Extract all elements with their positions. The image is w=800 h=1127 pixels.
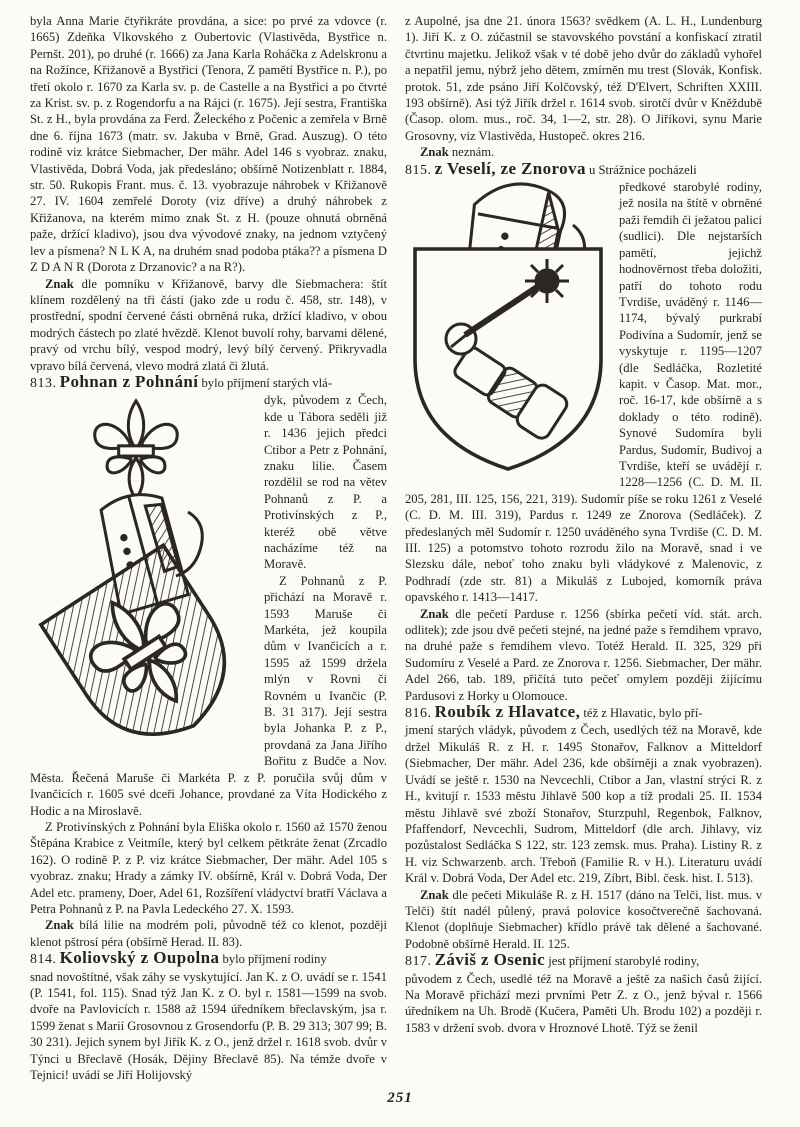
left-column [30,13,387,1083]
family-name-title: Roubík z Hlavatce, [434,702,581,722]
paragraph: Z Pohnanů z P. přichází na Moravě r. 1593 Maruše či Markéta, jež koupila dům v Ivančicích a r. 1595 až 1599 držela mlýn v Rovni či Rovném u Ivančic (P. B. 31 317). Její sestra byla Johanka P. z P., provdaná za Jana Jiřího Bořitu z Budče a Nov. Města. Řečená Maruše či Markéta P. z P. poručila svůj dům v Ivančicích r. 1605 své dceři Johance, provdané za Víta Hodického z Hodic a na Miroslavě. [30,573,387,818]
section-heading [405,952,762,970]
fleur-de-lis-crest [95,401,178,499]
paragraph: původem z Čech, usedlé též na Moravě a ještě za našich časů žijící. Na Moravě přichází mezi prvními Petr Z. z O., jenž býval r. 1566 úředníkem na Uh. Brodě (Kučera, Paměti Uh. Brodu 102) a později r. 1583 v držení svob. dvora v Hroznové Lhotě. Týž se ženil [405,971,762,1035]
znak-text: neznám. [448,145,495,160]
znak-label: Znak [420,606,449,621]
shield [415,249,601,469]
heading-lead-text: bylo příjmení starých vlá- [201,375,332,390]
section-heading [405,158,762,179]
znak-label: Znak [45,918,74,933]
section-number: 814. [30,952,57,968]
heading-lead-text: u Strážnice pocházeli [589,162,697,177]
paragraph: předkové starobylé rodiny, jež nosila na štítě v obrněné paži řemdih či ježatou palici (sudlici). Dle nejstarších pamětí, jejichž hodnověrnost třeba doložiti, patří do tohoto rodu Tvrdiše, uváděný r. 1146—1174, bývalý purkrabí Podivína a Sudomír, jenž se vyskytuje r. 1195—1207 (dle Sedláčka, Rozletité kapit. v Časop. Mat. mor., roč. 16-17, kde obšírně a s doklady o této rodině). Synové Sudomíra byli Pardus, Sudomír, Budivoj a Tvrdiše, kteří se uvádějí r. 1228—1256 (C. D. M. II. 205, 281, III. 125, 156, 221, 319). Sudomír píše se roku 1261 z Veselé (C. D. M. III. 319), Pardus r. 1249 ze Znorova (Sedláček). Z předeslaných měl Sudomír r. 1250 uváděného syna Tvrdiše (C. D. M. III. 125) a potomstvo tohoto rozrodu žilo na Moravě, snad i ve Slezsku dále, neboť toho znaku byli vládykové z Malenovic, z Podhradí (zde str. 81) a Mikuláš z Lubojed, komorník práva opavského r. 1413—1417. [405,180,762,605]
znak-text: dle pečetí Parduse r. 1256 (sbírka pečetí víd. stát. arch. odlitek); zde jsou dvě pečeti stejné, na jedné paže s řemdihem vpravo, na druhé paže s řemdihem vlevo. Totéž Herald. II. 325, 329 při Sudomíru z Veselé a Pard. ze Znorova r. 1256. Siebmacher, Der mähr. Adel 266, tab. 189, přičítá tuto pečeť omylem později žijícímu Pardusovi z Horky u Olomouce. [405,606,762,703]
section-number: 817. [405,954,432,970]
paragraph: dyk, původem z Čech, kde u Tábora seděli již r. 1436 jejich předci Ctibor a Petr z Pohnání, znaku lilie. Časem rozdělil se rod na větev Pohnanů z P. a Protivínských z P., kteréž obě větve nacházíme též na Moravě. [264,393,387,572]
page-number: 251 [387,1090,413,1106]
family-name-title: Koliovský z Oupolna [59,948,220,968]
coat-of-arms-pohnan-image [30,394,255,754]
section-number: 813. [30,375,57,391]
znak-paragraph [30,917,387,950]
armored-arm-mace-coat-of-arms-drawing [405,181,610,483]
section-813 [30,371,387,950]
znak-paragraph [405,887,762,953]
section-815 [405,158,762,704]
paragraph-continuation: byla Anna Marie čtyřikráte provdána, a sice: po prvé za vdovce (r. 1665) Zdeňka Vlkovského z Oubertovic (Vlastivěda, Bystřice n. Pernšt. 201), po druhé (r. 1666) za Jana Karla Roháčka z Adelskronu a na Rožínce, Křižanově a Bystřici (Tenora, Z pamětí Bystřice n. P.), po třetí okolo r. 1670 za Karla sv. p. de Castelle a na Bystřici a po čtvrté za Krist. sv. p. z Rogendorfu a na Rájci (r. 1675). Její sestra, Františka St. z H., byla provdána za Ferd. Želeckého z Počenic a zemřela v Brně dne 6. října 1673 (matr. sv. Jakuba v Brně, Grad. Auszug). O této rodině viz krátce Siebmacher, Der mähr. Adel 146 s vyobraz. znaku, Vlastivěda, Dobrá Voda, jak předesláno; obšírně Notizenblatt r. 1884, str. 50. Rukopis Frant. mus. č. 13. vyobrazuje náhrobek v Křižanově 27. IV. 1604 zemřelé Doroty (viz dříve) a druhý náhrobek z Křižanova, na kterém mimo znak St. z H. (pouze ohnutá obrněná paže, držící kladivo), jsou dva vývodové znaky, na jednom vztyčený lev a písmena? N L K A, na druhém snad podoba ptáka?? a písmena D Z D A N R (Dorota z Drzanovic? a na R?). [30,14,387,275]
section-814 [30,950,387,1083]
shield [41,546,255,755]
section-817 [405,952,762,1036]
paragraph: snad novoštítné, však záhy se vyskytující. Jan K. z O. uvádí se r. 1541 (P. 1541, fol. 115). Snad týž Jan K. z O. byl r. 1581—1599 na svob. dvoře na Pavlovicích r. 1588 až 1594 úředníkem břeclavským, jsa r. 1599 ženat s Marií Grosovnou z Grosendorfu (P. B. 29 313; 307 99; B. 30 231). Jejich synem byl Jiřík K. z O., jenž držel r. 1618 svob. dvůr v Týnci u Břeclavě (Hosák, Dějiny Břeclavě 85). Na témže dvoře v Tejnici! uvádí se Jiří Holijovský [30,969,387,1082]
znak-label: Znak [420,887,449,902]
section-heading [30,950,387,968]
section-number: 815. [405,162,432,178]
right-column [405,13,762,1083]
paragraph: jmení starých vládyk, původem z Čech, usedlých též na Moravě, kde držel Mikuláš R. z H. r. 1495 Stonařov, Falknov a Mitteldorf (Siebmacher, Der mähr. Adel 236, kde obšírněji a znak vyobrazen). Uvádí se ještě r. 1530 na Nevcechli, Ctibor a Jan, vlastní strýci R. z H., kvitují r. 1533 městu Jihlavě 500 kop a tíž prodali 25. II. 1534 městu Jihlavě své zboží Stonařov, Sturzpuhl, Regenbok, Falknov, Pfaffendorf, Nevcechli, Sudrom, Mitteldorf (dle arch. Jihlavy, viz pozůstalost Sedláčka S 122, str. 123 zemsk. mus. Praha). Listiny R. z H. viz Schwarzenb. arch. Třeboň (Familie R. v H.). Literaturu uvádí Král v. Dobrá Voda, Der Adel etc. 219, Zíbrt, Bibl. česk. hist. I. 513). [405,723,762,886]
znak-text: dle pečeti Mikuláše R. z H. 1517 (dáno na Telči, list. mus. v Telči) štít nadél půlený, pravá polovice kosočtverečně šachovaná. Klenot (doplňuje Siebmacher) křídlo právě tak dělené a šachované. Podobně obšírně Herald. II. 125. [405,887,762,951]
paragraph-continuation: z Aupolné, jsa dne 21. února 1563? svědkem (A. L. H., Lundenburg 1). Jiří K. z O. zúčastnil se stavovského povstání a konfiskací ztratil čtvrtinu majetku. Jelikož však v té době jeho dvůr do základů vyhořel a nepatřil jemu, nýbrž jeho dětem, zmírněn mu trest (Slovák, Konfisk. protok. 51, zde psáno Jiří Kolčovský, též D'Elvert, Schriften XXIII. 193 obšírně). Asi týž Jiřík držel r. 1614 svob. sirotčí dvůr v Kněždubě (Časop. olom. mus., roč. 34, 1—2, str. 28). O Jiříkovi, synu Marie Grosovny, viz Vlastivěda, Hustopeč. okres 216. [405,14,762,143]
znak-paragraph [405,606,762,704]
znak-label: Znak [420,145,449,160]
coat-of-arms-veseli-image [405,181,610,483]
znak-label: Znak [45,276,74,291]
heading-lead-text: též z Hlavatic, bylo pří- [583,706,703,721]
znak-text: dle pomníku v Křižanově, barvy dle Siebmachera: štít klínem rozdělený na tři části (jako zde u rodu č. 458, str. 148), v prostřední, spodní červené části obrněná ruka, držící kladivo, v obou modrých částech po zlaté hvězdě. Klenot buvolí rohy, barvami dělené, pravý od vrchu bílý, vespod modrý, levý bílý červený. Přikryvadla vpravo bílá červená, vlevo modrá zlatá či žlutá. [30,276,387,373]
znak-paragraph [30,276,387,374]
heading-lead-text: bylo příjmení rodiny [222,952,327,967]
family-name-title: Záviš z Osenic [434,950,546,970]
family-name-title: z Veselí, ze Znorova [434,158,586,178]
znak-text: bílá lilie na modrém poli, původně též co klenot, později klenot pštrosí péra (obšírně Herad. II. 83). [30,918,387,949]
section-816 [405,704,762,952]
section-number: 816. [405,706,432,722]
heading-lead-text: jest příjmení starobylé rodiny, [548,954,700,969]
section-heading [405,704,762,722]
paragraph: Z Protivínských z Pohnání byla Eliška okolo r. 1560 až 1570 ženou Štěpána Krabice z Veitmíle, který byl celkem pětkráte ženat (Zrcadlo 162). O rodině P. z P. viz krátce Siebmacher, Der mähr. Adel 105 s vyobraz. znaku; Hrady a zámky IV. obšírně, Král v. Dobrá Voda, Der Adel etc. prameny, Doer, Adel 61, Rozšíření vládyctví bratří Václava a Petra Pohnanů z P. na Pavla Ledeckého 27. X. 1593. [30,819,387,916]
family-name-title: Pohnan z Pohnání [59,371,199,391]
lily-coat-of-arms-drawing [30,394,255,754]
section-heading [30,371,387,392]
